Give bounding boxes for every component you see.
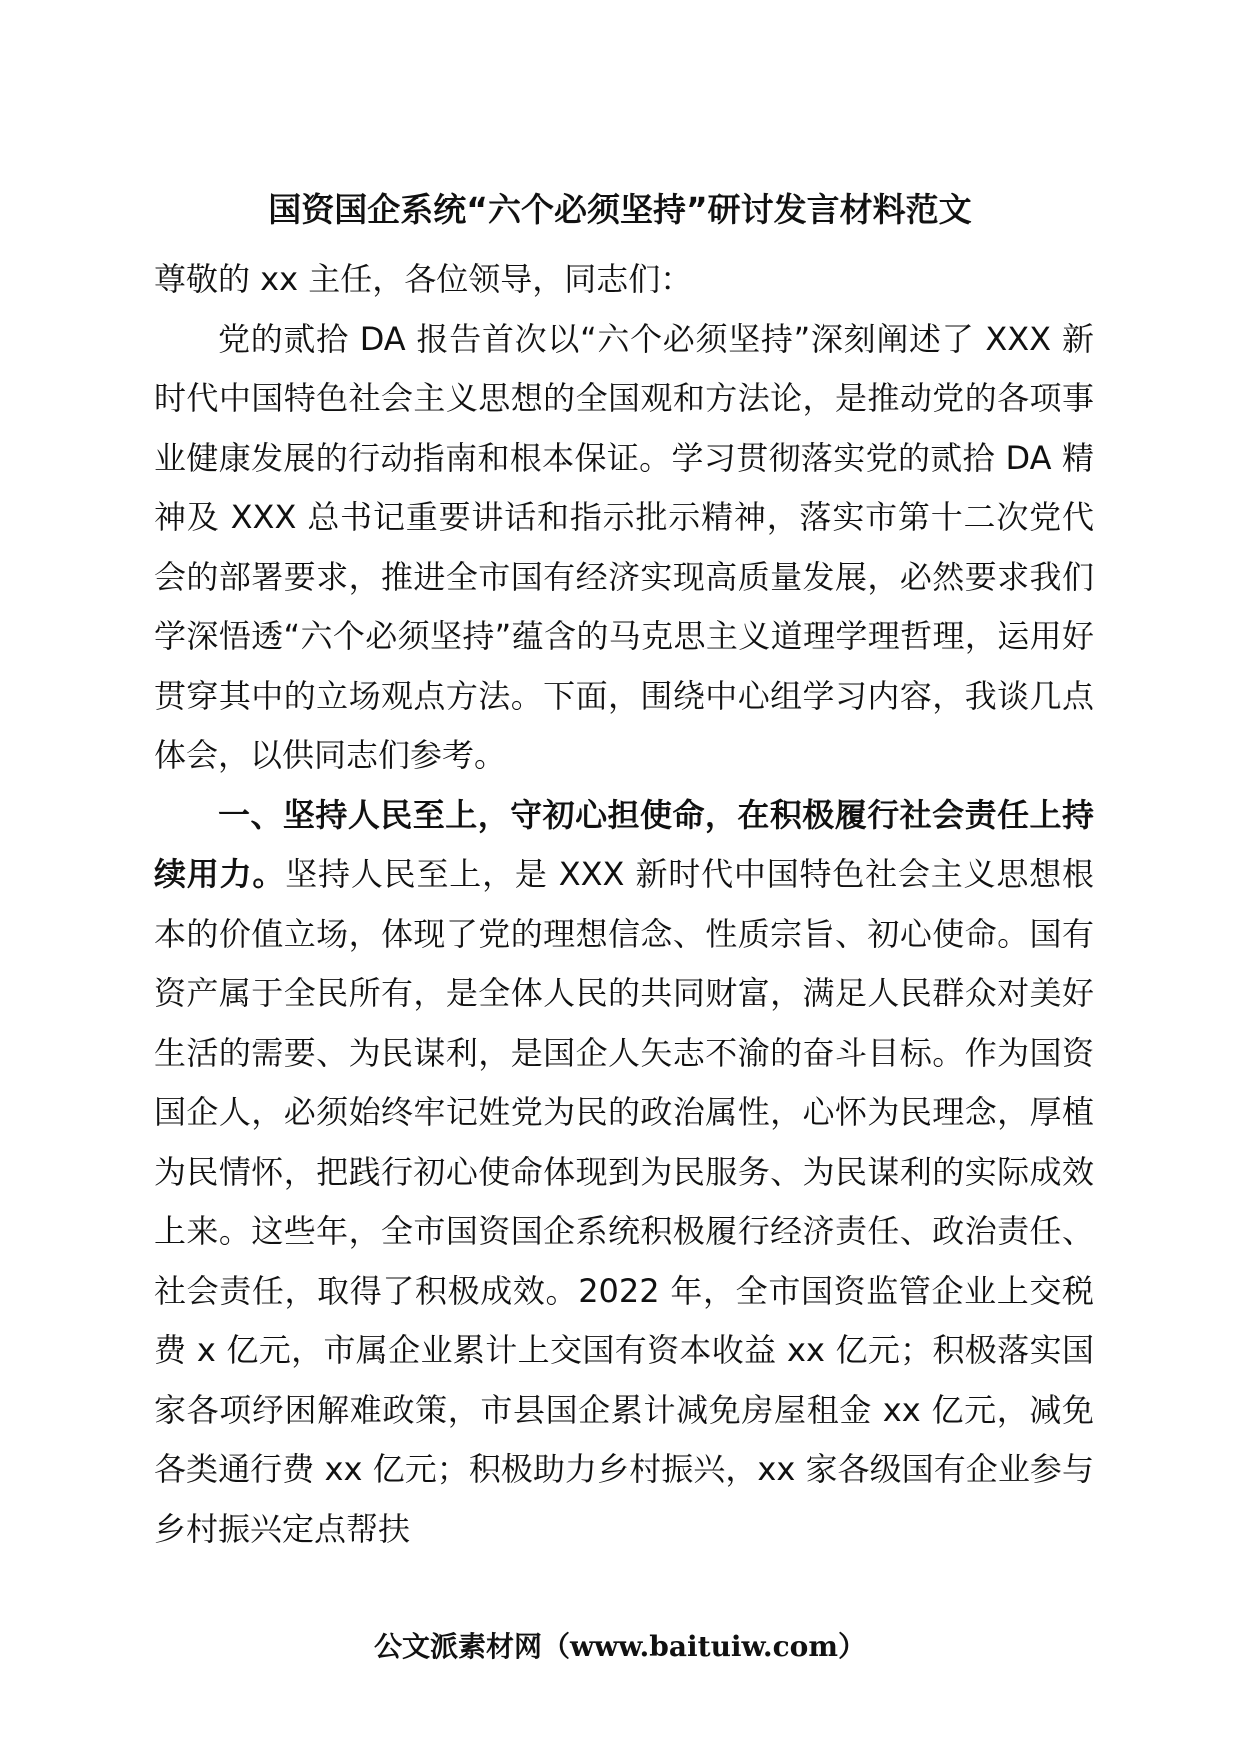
section-1-body: 坚持人民至上，是 XXX 新时代中国特色社会主义思想根本的价值立场，体现了党的理想信念、性质宗旨、初心使命。国有资产属于全民所有，是全体人民的共同财富，满足人民群众对美好生活的需要、为民谋利，是国企人矢志不渝的奋斗目标。作为国资国企人，必须始终牢记姓党为民的政治属性，心怀为民理念，厚植为民情怀，把践行初心使命体现到为民服务、为民谋利的实际成效上来。这些年，全市国资国企系统积极履行经济责任、政治责任、社会责任，取得了积极成效。2022 年，全市国资监管企业上交税费 x 亿元，市属企业累计上交国有资本收益 xx 亿元；积极落实国家各项纾困解难政策，市县国企累计减免房屋租金 xx 亿元，减免各类通行费 xx 亿元；积极助力乡村振兴，xx 家各级国有企业参与乡村振兴定点帮扶 [154,855,1094,1548]
document-body [154,250,1094,1559]
section-1-heading: 一、坚持人民至上，守初心担使命，在积极履行社会责任上持续用力。 [154,795,1094,893]
salutation: 尊敬的 xx 主任，各位领导，同志们： [154,260,693,298]
document-title: 国资国企系统“六个必须坚持”研讨发言材料范文 [268,190,972,229]
footer-watermark: 公文派素材网（www.baituiw.com） [374,1630,866,1663]
section-1-paragraph [154,786,1094,1560]
intro-paragraph: 党的贰拾 DA 报告首次以“六个必须坚持”深刻阐述了 XXX 新时代中国特色社会主义思想的全国观和方法论，是推动党的各项事业健康发展的行动指南和根本保证。学习贯彻落实党的贰拾 DA 精神及 XXX 总书记重要讲话和指示批示精神，落实市第十二次党代会的部署要求，推进全市国有经济实现高质量发展，必然要求我们学深悟透“六个必须坚持”蕴含的马克思主义道理学理哲理，运用好贯穿其中的立场观点方法。下面，围绕中心组学习内容，我谈几点体会，以供同志们参考。 [154,319,1094,774]
